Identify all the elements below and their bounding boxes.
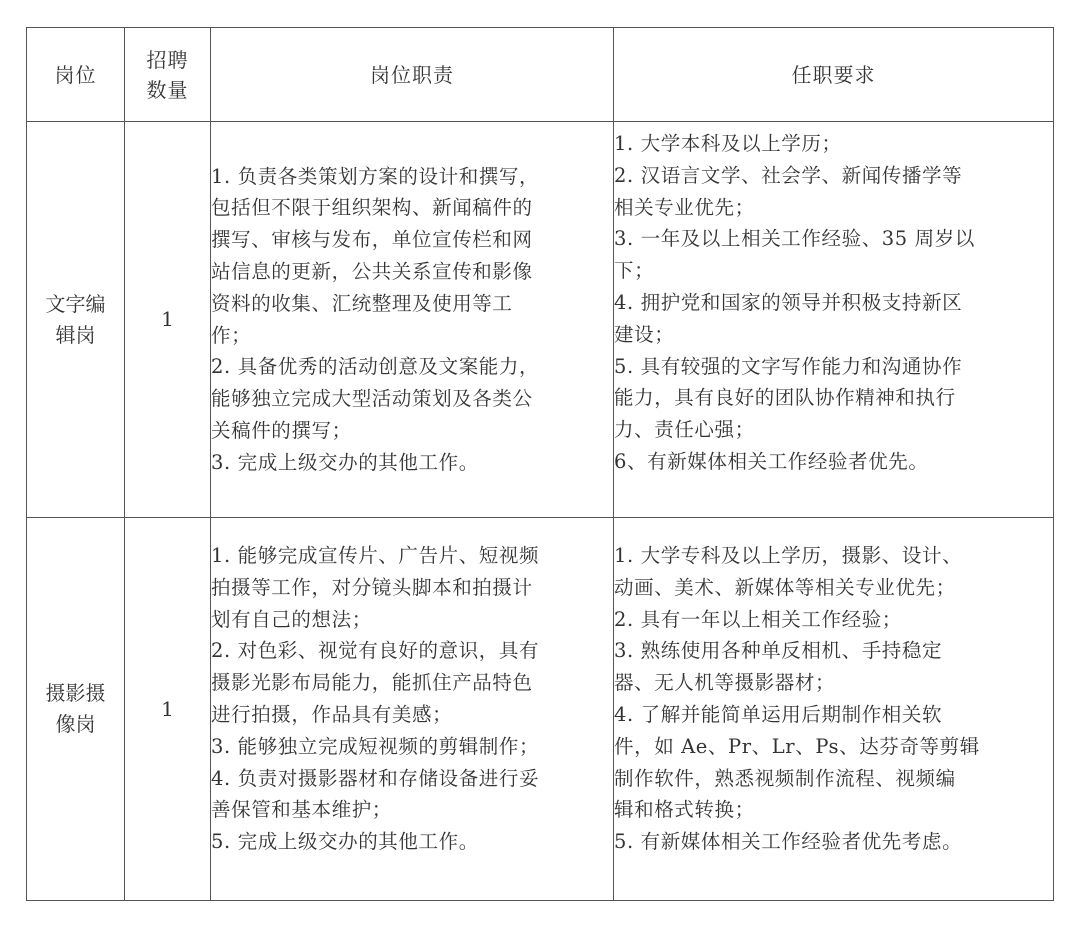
count-cell [125, 122, 211, 518]
position-line2: 辑岗 [55, 322, 96, 347]
position-line2: 像岗 [55, 712, 96, 736]
duties-cell [211, 518, 614, 901]
requirement-line: 建设； [614, 322, 675, 346]
duty-line: 2. 对色彩、视觉有良好的意识，具有 [211, 639, 540, 663]
requirement-line: 4. 拥护党和国家的领导并积极支持新区 [614, 290, 963, 314]
requirement-line: 6、有新媒体相关工作经验者优先。 [614, 449, 929, 473]
requirement-line: 制作软件，熟悉视频制作流程、视频编 [614, 766, 956, 790]
requirement-line: 辑和格式转换； [614, 798, 755, 822]
position-cell [27, 122, 125, 518]
duty-line: 作； [211, 323, 252, 347]
table-row [27, 518, 1054, 901]
requirement-line: 动画、美术、新媒体等相关专业优先； [614, 575, 956, 599]
requirement-line: 3. 一年及以上相关工作经验、35 周岁以 [614, 227, 975, 251]
header-position: 岗位 [27, 28, 125, 122]
header-duties: 岗位职责 [211, 28, 614, 122]
requirement-line: 4. 了解并能简单运用后期制作相关软 [614, 702, 943, 726]
duties-cell [211, 122, 614, 518]
duty-line: 3. 完成上级交办的其他工作。 [211, 450, 479, 474]
header-count-line2: 数量 [146, 77, 189, 102]
count-value: 1 [161, 307, 174, 331]
requirement-line: 1. 大学本科及以上学历； [614, 132, 842, 155]
duty-line: 进行拍摄，作品具有美感； [211, 702, 453, 726]
position-line1: 摄影摄 [45, 681, 106, 705]
header-row [27, 28, 1054, 122]
requirement-line: 能力，具有良好的团队协作精神和执行 [614, 386, 956, 410]
duty-line: 善保管和基本维护； [211, 798, 392, 822]
duty-line: 撰写、审核与发布，单位宣传栏和网 [211, 228, 533, 252]
count-value: 1 [161, 696, 174, 721]
requirement-line: 器、无人机等摄影器材； [614, 671, 836, 695]
header-count [125, 28, 211, 122]
requirement-line: 件，如 Ae、Pr、Lr、Ps、达芬奇等剪辑 [614, 734, 980, 758]
requirement-line: 相关专业优先； [614, 195, 755, 219]
duty-line: 包括但不限于组织架构、新闻稿件的 [211, 196, 533, 220]
duty-line: 1. 负责各类策划方案的设计和撰写， [211, 164, 540, 188]
requirements-cell [614, 122, 1054, 518]
duty-line: 拍摄等工作，对分镜头脚本和拍摄计 [211, 575, 533, 599]
duty-line: 1. 能够完成宣传片、广告片、短视频 [211, 544, 540, 567]
requirement-line: 下； [614, 259, 655, 283]
duty-line: 站信息的更新，公共关系宣传和影像 [211, 259, 533, 283]
requirement-line: 2. 具有一年以上相关工作经验； [614, 607, 902, 631]
requirement-line: 5. 有新媒体相关工作经验者优先考虑。 [614, 830, 963, 854]
table-row [27, 122, 1054, 518]
duty-line: 资料的收集、汇统整理及使用等工 [211, 291, 513, 315]
requirement-line: 5. 具有较强的文字写作能力和沟通协作 [614, 354, 963, 378]
duty-line: 4. 负责对摄影器材和存储设备进行妥 [211, 766, 540, 790]
requirement-line: 2. 汉语言文学、社会学、新闻传播学等 [614, 163, 963, 187]
requirements-cell [614, 518, 1054, 901]
duty-line: 5. 完成上级交办的其他工作。 [211, 830, 479, 854]
header-count-line1: 招聘 [146, 47, 189, 72]
duty-line: 关稿件的撰写； [211, 418, 352, 442]
duty-line: 3. 能够独立完成短视频的剪辑制作； [211, 734, 540, 758]
duty-line: 摄影光影布局能力，能抓住产品特色 [211, 671, 533, 695]
position-line1: 文字编 [45, 291, 106, 316]
duty-line: 能够独立完成大型活动策划及各类公 [211, 387, 533, 411]
header-requirements: 任职要求 [614, 28, 1054, 122]
requirement-line: 3. 熟练使用各种单反相机、手持稳定 [614, 639, 943, 663]
position-cell [27, 518, 125, 901]
duty-line: 划有自己的想法； [211, 607, 372, 631]
requirement-line: 力、责任心强； [614, 418, 755, 442]
count-cell [125, 518, 211, 901]
requirement-line: 1. 大学专科及以上学历，摄影、设计、 [614, 544, 963, 567]
duty-line: 2. 具备优秀的活动创意及文案能力， [211, 355, 540, 379]
recruitment-table [26, 27, 1054, 901]
